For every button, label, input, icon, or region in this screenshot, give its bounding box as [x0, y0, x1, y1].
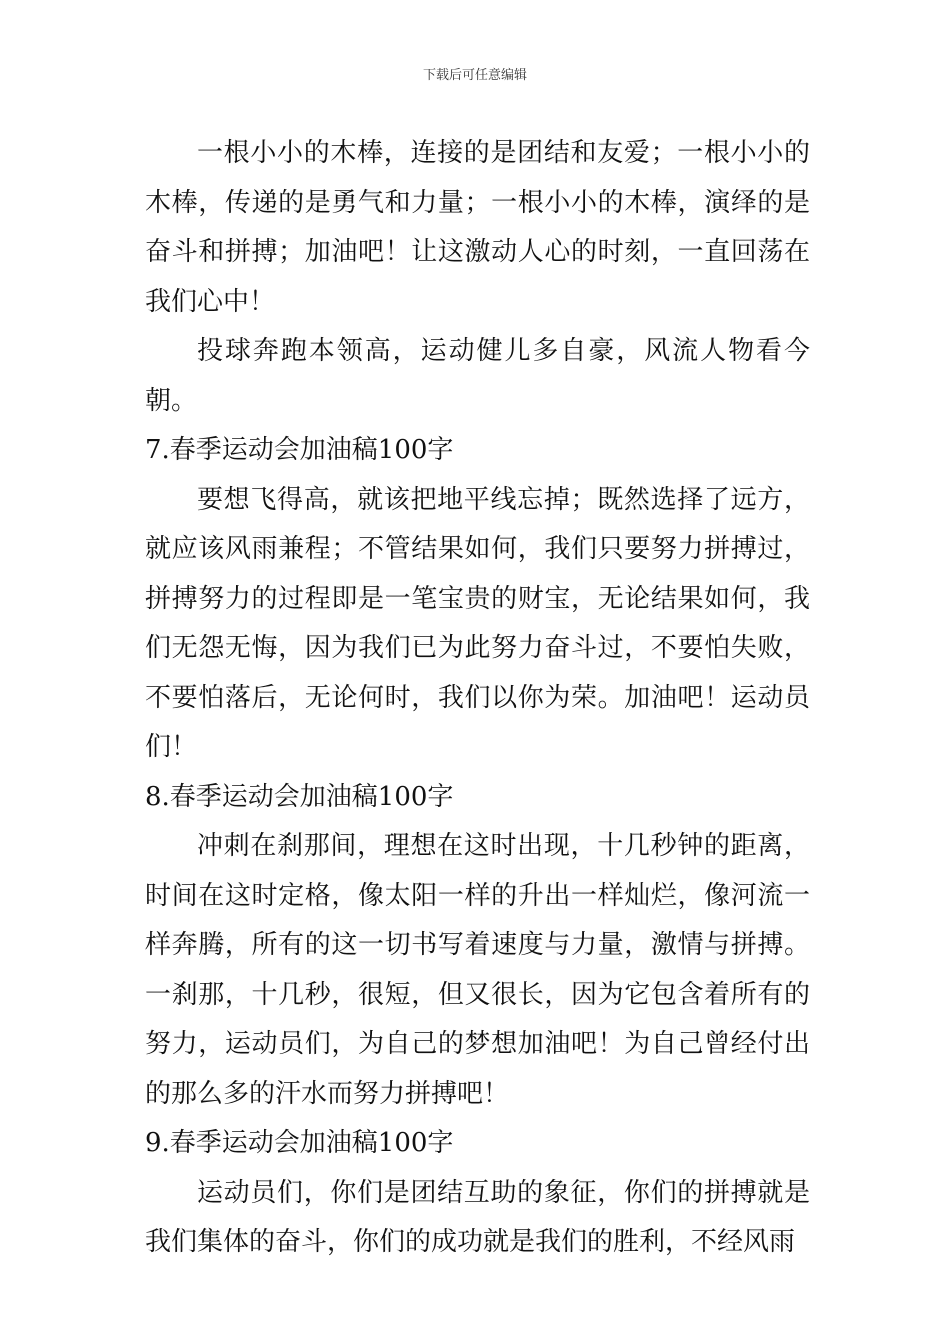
- paragraph-fly-high: 要想飞得高，就该把地平线忘掉；既然选择了远方，就应该风雨兼程；不管结果如何，我们只要努力拼搏过，拼搏努力的过程即是一笔宝贵的财宝，无论结果如何，我们无怨无悔，因为我们已为此努力奋斗过，不要怕失败，不要怕落后，无论何时，我们以你为荣。加油吧！运动员们！: [145, 484, 810, 762]
- paragraph-throw-run: 投球奔跑本领高，运动健儿多自豪，风流人物看今朝。: [145, 336, 810, 416]
- section-heading-8: 8.春季运动会加油稿100字: [145, 781, 454, 812]
- paragraph-athletes: 运动员们，你们是团结互助的象征，你们的拼搏就是我们集体的奋斗，你们的成功就是我们的胜利，不经风雨: [145, 1177, 810, 1257]
- section-heading-7: 7.春季运动会加油稿100字: [145, 435, 454, 465]
- page-header: 下载后可任意编辑: [422, 68, 527, 83]
- document-body: [145, 129, 810, 1268]
- paragraph-sprint: 冲刺在刹那间，理想在这时出现，十几秒钟的距离，时间在这时定格，像太阳一样的升出一样灿烂，像河流一样奔腾，所有的这一切书写着速度与力量，激情与拼搏。一刹那，十几秒，很短，但又很长，因为它包含着所有的努力，运动员们，为自己的梦想加油吧！为自己曾经付出的那么多的汗水而努力拼搏吧！: [145, 831, 810, 1109]
- paragraph-relay-baton: 一根小小的木棒，连接的是团结和友爱；一根小小的木棒，传递的是勇气和力量；一根小小的木棒，演绎的是奋斗和拼搏；加油吧！让这激动人心的时刻，一直回荡在我们心中！: [145, 138, 810, 317]
- section-heading-9: 9.春季运动会加油稿100字: [145, 1128, 454, 1158]
